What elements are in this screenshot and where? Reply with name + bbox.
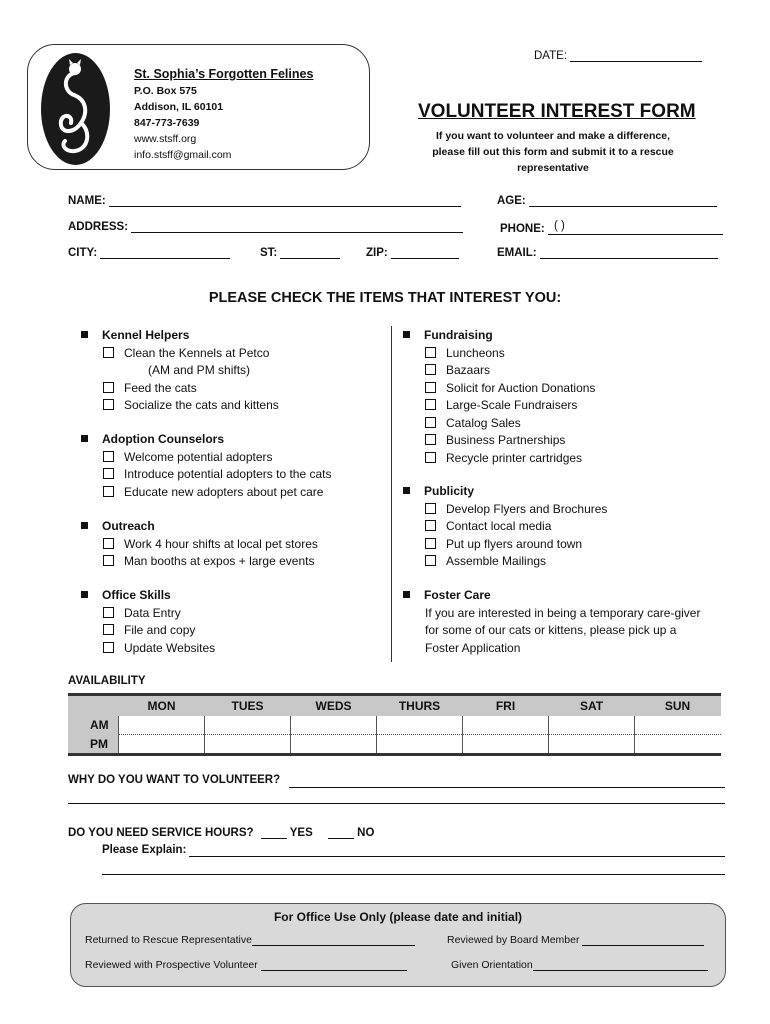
checkbox-item[interactable] [81, 640, 215, 658]
adoption-counselors-section [81, 431, 331, 501]
checkbox-label: Data Entry [124, 605, 181, 620]
name-line[interactable] [109, 194, 461, 207]
availability-header-row [68, 695, 721, 717]
no-label: NO [357, 827, 375, 839]
why-answer-line[interactable] [68, 803, 725, 804]
phone-field[interactable] [500, 220, 723, 235]
kennel-helpers-section [81, 327, 279, 415]
column-divider [391, 326, 392, 662]
checkbox-item[interactable] [81, 484, 331, 502]
bullet-icon [81, 522, 88, 529]
service-hours-question [68, 826, 374, 839]
checkbox[interactable] [425, 382, 436, 393]
zip-label: ZIP: [366, 247, 388, 259]
day-header: SAT [549, 695, 635, 717]
checkbox-item[interactable] [81, 605, 215, 623]
checkbox[interactable] [103, 451, 114, 462]
org-po-box: P.O. Box 575 [134, 85, 197, 97]
checkbox-item[interactable] [81, 449, 331, 467]
returned-line[interactable] [252, 933, 415, 946]
intro-line: please fill out this form and submit it to a rescue [432, 146, 674, 158]
day-header: WEDS [291, 695, 377, 717]
checkbox-label: Feed the cats [124, 380, 197, 395]
volunteer-review-line[interactable] [261, 958, 407, 971]
availability-cell[interactable] [291, 716, 377, 735]
address-label: ADDRESS: [68, 221, 129, 233]
email-field[interactable] [497, 246, 718, 259]
address-line[interactable] [131, 220, 463, 233]
volunteer-review-label: Reviewed with Prospective Volunteer [85, 959, 258, 971]
checkbox-item[interactable] [81, 380, 279, 398]
volunteer-review-field[interactable] [85, 958, 407, 971]
availability-cell[interactable] [205, 716, 291, 735]
am-row [68, 716, 721, 735]
section-title: Kennel Helpers [102, 328, 190, 342]
checkbox-item[interactable] [403, 415, 595, 433]
checkbox-label: File and copy [124, 623, 196, 637]
row-label: PM [68, 735, 119, 755]
org-city: Addison, IL 60101 [134, 101, 224, 113]
date-line[interactable] [570, 49, 702, 62]
checkbox[interactable] [103, 555, 114, 566]
why-answer-line[interactable] [289, 787, 725, 788]
checkbox[interactable] [425, 503, 436, 514]
checkbox-item[interactable] [403, 380, 595, 398]
age-field[interactable] [497, 194, 717, 207]
checkbox[interactable] [425, 555, 436, 566]
checkbox[interactable] [425, 399, 436, 410]
explain-line[interactable] [189, 856, 725, 857]
day-header: MON [119, 695, 205, 717]
outreach-section [81, 518, 318, 571]
checkbox[interactable] [103, 486, 114, 497]
org-website: www.stsff.org [134, 133, 197, 145]
checkbox[interactable] [103, 642, 114, 653]
state-line[interactable] [280, 246, 340, 259]
intro-line: If you want to volunteer and make a difference, [436, 130, 670, 142]
checkbox-label: Work 4 hour shifts at local pet stores [124, 536, 318, 551]
section-title: Adoption Counselors [102, 432, 224, 446]
availability-cell[interactable] [463, 716, 549, 735]
availability-cell[interactable] [205, 735, 291, 755]
why-volunteer-question: WHY DO YOU WANT TO VOLUNTEER? [68, 774, 281, 786]
section-title: Outreach [102, 519, 155, 533]
foster-text: for some of our cats or kittens, please pick up a [425, 623, 677, 637]
checkbox[interactable] [425, 434, 436, 445]
checkbox-label: Welcome potential adopters [124, 449, 273, 464]
checkbox-item[interactable] [81, 466, 331, 484]
orientation-field[interactable] [451, 958, 708, 971]
city-field[interactable] [68, 246, 230, 259]
checkbox-item[interactable] [403, 501, 607, 519]
fundraising-section [403, 327, 595, 467]
board-review-label: Reviewed by Board Member [447, 934, 580, 946]
checkbox[interactable] [425, 538, 436, 549]
availability-cell[interactable] [635, 735, 721, 755]
availability-cell[interactable] [119, 716, 205, 735]
checkbox[interactable] [425, 364, 436, 375]
checkbox[interactable] [103, 399, 114, 410]
explain-label: Please Explain: [102, 844, 187, 856]
checkbox[interactable] [103, 347, 114, 358]
checkbox-item[interactable] [403, 553, 607, 571]
age-label: AGE: [497, 195, 526, 207]
checkbox-label: Luncheons [446, 345, 505, 360]
checkbox-label: Put up flyers around town [446, 536, 583, 551]
foster-care-section [403, 587, 700, 657]
section-title: Office Skills [102, 588, 171, 602]
board-review-field[interactable] [447, 933, 704, 946]
section-title: Publicity [424, 484, 475, 498]
phone-area-code: ( ) [553, 220, 565, 232]
bullet-icon [81, 331, 88, 338]
checkbox[interactable] [103, 468, 114, 479]
yes-line[interactable] [261, 826, 287, 839]
availability-cell[interactable] [463, 735, 549, 755]
bullet-icon [403, 487, 410, 494]
office-skills-section [81, 587, 215, 657]
shift-note: (AM and PM shifts) [148, 363, 251, 377]
yes-label: YES [289, 827, 313, 839]
availability-cell[interactable] [549, 716, 635, 735]
age-line[interactable] [529, 194, 717, 207]
availability-cell[interactable] [549, 735, 635, 755]
day-header: SUN [635, 695, 721, 717]
bullet-icon [81, 435, 88, 442]
name-field[interactable] [68, 194, 461, 207]
checkbox-item[interactable] [81, 345, 279, 363]
form-title: VOLUNTEER INTEREST FORM [418, 101, 696, 122]
section-title: Fundraising [424, 328, 493, 342]
day-header: FRI [463, 695, 549, 717]
checkbox-label: Large-Scale Fundraisers [446, 398, 578, 412]
returned-field[interactable] [85, 933, 415, 946]
publicity-section [403, 483, 607, 571]
zip-line[interactable] [391, 246, 459, 259]
section-title: Foster Care [424, 588, 491, 602]
checkbox-item[interactable] [403, 432, 595, 450]
date-label: DATE: [534, 50, 568, 62]
checkbox-item[interactable] [403, 536, 607, 554]
intro-line: representative [517, 162, 589, 174]
foster-text: Foster Application [425, 640, 521, 655]
name-label: NAME: [68, 195, 106, 207]
office-use-title: For Office Use Only (please date and initial) [273, 910, 523, 924]
checkbox[interactable] [103, 382, 114, 393]
phone-line[interactable] [548, 220, 723, 235]
check-heading: PLEASE CHECK THE ITEMS THAT INTEREST YOU: [208, 290, 562, 306]
service-label: DO YOU NEED SERVICE HOURS? [68, 827, 254, 839]
row-label: AM [68, 716, 119, 735]
city-label: CITY: [68, 247, 98, 259]
cat-logo-icon [41, 53, 110, 165]
zip-field[interactable] [366, 246, 459, 259]
checkbox-label: Clean the Kennels at Petco [124, 345, 270, 360]
checkbox-label: Recycle printer cartridges [446, 450, 583, 465]
checkbox-label: Develop Flyers and Brochures [446, 501, 608, 516]
checkbox[interactable] [425, 520, 436, 531]
checkbox-label: Introduce potential adopters to the cats [124, 467, 332, 481]
checkbox-item[interactable] [403, 397, 595, 415]
availability-cell[interactable] [635, 716, 721, 735]
availability-cell[interactable] [377, 716, 463, 735]
board-review-line[interactable] [582, 933, 704, 946]
explain-line[interactable] [102, 874, 725, 875]
no-line[interactable] [328, 826, 354, 839]
checkbox-label: Solicit for Auction Donations [446, 380, 596, 395]
checkbox[interactable] [425, 347, 436, 358]
orientation-label: Given Orientation [451, 959, 533, 971]
checkbox[interactable] [103, 624, 114, 635]
address-field[interactable] [68, 220, 463, 233]
bullet-icon [403, 331, 410, 338]
foster-text: If you are interested in being a temporary care-giver [425, 605, 701, 620]
pm-row [68, 735, 721, 755]
checkbox-label: Bazaars [446, 363, 491, 377]
org-phone: 847-773-7639 [134, 117, 200, 129]
checkbox-label: Man booths at expos + large events [124, 554, 315, 568]
checkbox-label: Business Partnerships [446, 433, 566, 447]
checkbox-item[interactable] [81, 397, 279, 415]
checkbox-label: Contact local media [446, 519, 552, 533]
city-line[interactable] [100, 246, 230, 259]
orientation-line[interactable] [533, 958, 708, 971]
checkbox-item[interactable] [403, 345, 595, 363]
bullet-icon [403, 591, 410, 598]
checkbox[interactable] [425, 452, 436, 463]
availability-cell[interactable] [119, 735, 205, 755]
date-field[interactable] [534, 49, 702, 62]
bullet-icon [81, 591, 88, 598]
availability-table [68, 693, 721, 756]
corner-cell [68, 695, 119, 717]
checkbox-item[interactable] [403, 450, 595, 468]
org-email: info.stsff@gmail.com [134, 149, 232, 161]
state-label: ST: [260, 247, 278, 259]
availability-cell[interactable] [291, 735, 377, 755]
checkbox[interactable] [425, 417, 436, 428]
checkbox-label: Educate new adopters about pet care [124, 484, 324, 499]
checkbox[interactable] [103, 607, 114, 618]
availability-cell[interactable] [377, 735, 463, 755]
email-label: EMAIL: [497, 247, 537, 259]
checkbox-label: Catalog Sales [446, 415, 521, 430]
checkbox-item[interactable] [81, 553, 318, 571]
checkbox-item[interactable] [403, 362, 595, 380]
day-header: THURS [377, 695, 463, 717]
state-field[interactable] [260, 246, 340, 259]
checkbox-label: Socialize the cats and kittens [124, 398, 279, 412]
checkbox-label: Update Websites [124, 640, 216, 655]
form-intro [408, 128, 698, 176]
checkbox-label: Assemble Mailings [446, 554, 547, 568]
availability-label: AVAILABILITY [68, 675, 146, 687]
checkbox-item[interactable] [403, 518, 607, 536]
checkbox-item[interactable] [81, 622, 215, 640]
checkbox-item[interactable] [81, 536, 318, 554]
returned-label: Returned to Rescue Representative [85, 934, 252, 946]
phone-label: PHONE: [500, 223, 545, 235]
day-header: TUES [205, 695, 291, 717]
email-line[interactable] [540, 246, 718, 259]
org-name: St. Sophia’s Forgotten Felines [134, 67, 314, 81]
checkbox[interactable] [103, 538, 114, 549]
